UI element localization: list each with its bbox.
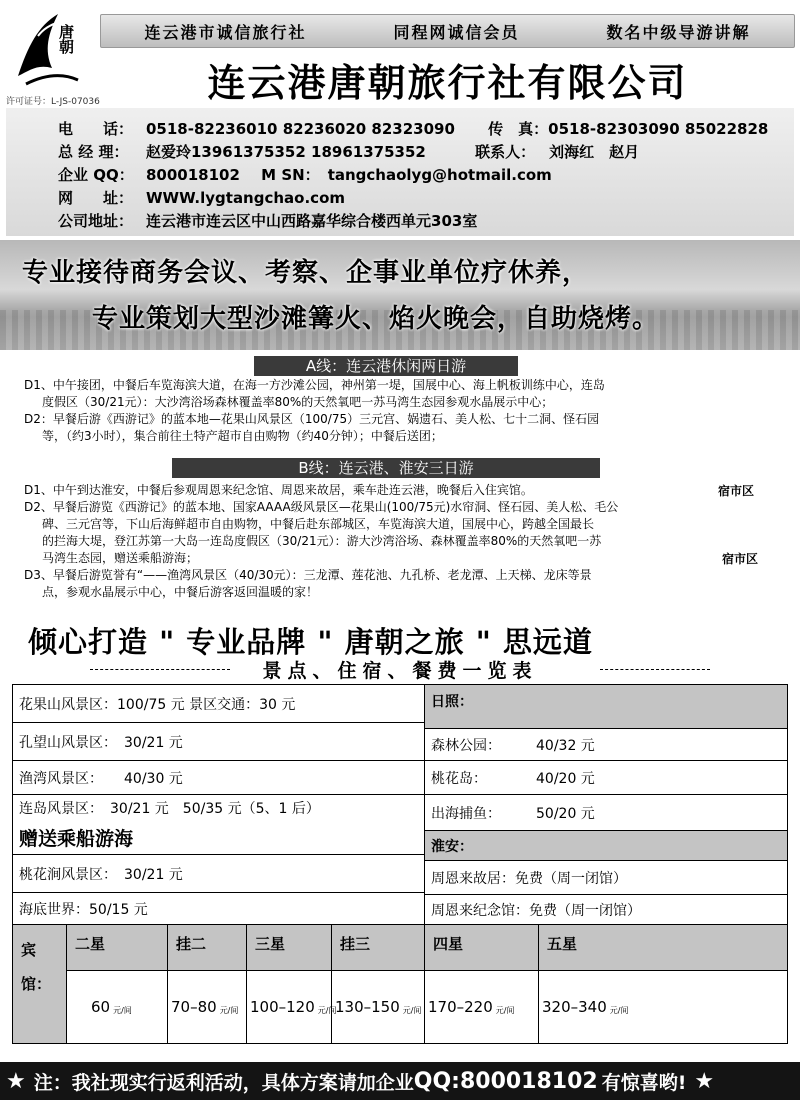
credential-tag: 数名中级导游讲解 [606,22,751,42]
route-b-day3: D3、早餐后游览誉有“——渔湾风景区（40/30元）：三龙潭、莲花池、九孔桥、老龙潭、上天梯、龙床等景 [24,568,592,582]
company-name: 连云港唐朝旅行社有限公司 [207,60,688,105]
license-number: 许可证号：L-JS-07036 [6,97,100,107]
contact-person-value: 刘海红 赵月 [549,143,640,161]
contact-row-address [58,210,477,231]
contact-box [6,108,794,236]
logo-text: 唐朝 [57,24,75,54]
contact-row-manager [58,141,639,162]
fax-value: 0518-82303090 85022828 [548,120,769,138]
web-label: 网 址： [58,189,134,207]
route-b-itinerary [24,482,776,601]
hotel-grade-header: 三星 [246,925,331,971]
overnight-note: 宿市区 [722,552,759,566]
credential-bar [100,14,795,48]
hotel-label: 宾 馆： [13,925,67,1043]
contact-row-web [58,187,345,208]
manager-label: 总 经 理： [58,143,129,161]
banner-line-1: 专业接待商务会议、考察、企事业单位疗休养， [22,258,590,288]
promo-tail: 有惊喜哟! [601,1071,687,1094]
manager-value: 赵爱玲13961375352 18961375352 [146,143,426,161]
attraction-ocean-world: 海底世界：50/15 元 [13,893,424,925]
price-table [12,684,788,1044]
web-value: WWW.lygtangchao.com [146,189,345,207]
hotel-price: 70–80 [171,998,217,1016]
hotel-price: 170–220 [428,998,493,1016]
attraction-taohuajian: 桃花涧风景区： 30/21 元 [13,855,424,893]
attraction-kongwangshan: 孔望山风景区： 30/21 元 [13,723,424,761]
service-banner [0,240,800,350]
credential-tag: 连云港市诚信旅行社 [144,22,307,42]
route-b-title: B线：连云港、淮安三日游 [172,458,600,478]
hotel-price-unit: 元/间 [219,1005,239,1015]
route-a-day2: D2：早餐后游《西游记》的蓝本地—花果山风景区（100/75）三元宫、娲遗石、美人松、七十二洞、怪石园 [24,412,600,426]
route-a-itinerary [24,377,776,445]
hotel-price-cell [538,971,787,1043]
attraction-sea-fishing: 出海捕鱼： 50/20 元 [425,795,787,831]
hotel-grade-header: 四星 [424,925,538,971]
table-title: 景点、住宿、餐费一览表 [262,660,538,682]
tel-value: 0518-82236010 82236020 82323090 [146,120,455,138]
region-rizhao: 日照： [425,685,787,729]
company-logo [8,6,92,92]
address-value: 连云港市连云区中山西路嘉华综合楼西单元303室 [146,212,478,230]
hotel-price-unit: 元/间 [317,1005,337,1015]
route-a-title: A线：连云港休闲两日游 [254,356,518,376]
hotel-price: 100–120 [250,998,315,1016]
hotel-price-cell [67,971,167,1043]
overnight-note: 宿市区 [718,484,755,498]
hotel-grade-header: 挂二 [167,925,246,971]
region-huaian: 淮安： [425,831,787,861]
hotel-price-cell [167,971,246,1043]
hotel-grade-header: 二星 [75,935,106,953]
route-b-day1: D1、中午到达淮安，中餐后参观周恩来纪念馆、周恩来故居，乘车赴连云港，晚餐后入住宾馆。 [24,483,533,497]
hotel-price-cell [331,971,424,1043]
hotel-price-unit: 元/间 [402,1005,422,1015]
footer-promo [0,1062,800,1100]
route-b-day2: D2、早餐后游览《西游记》的蓝本地、国家AAAA级风景区—花果山(100/75元)水帘洞、怪石园、美人松、毛公 [24,500,619,514]
hotel-grade-header: 五星 [538,925,787,971]
address-label: 公司地址： [58,212,134,230]
promo-qq: QQ:800018102 [413,1068,598,1094]
liandao-price: 连岛风景区： 30/21 元 50/35 元（5、1 后） [19,801,320,817]
hotel-price: 60 [91,998,111,1016]
hotel-grade-header: 挂三 [331,925,424,971]
attraction-taohuadao: 桃花岛： 40/20 元 [425,761,787,795]
promo-text: 注：我社现实行返利活动，具体方案请加企业 [33,1071,414,1094]
star-icon: ★ [6,1068,26,1094]
attraction-liandao [13,795,424,855]
attraction-zhou-residence: 周恩来故居：免费（周一闭馆） [425,861,787,895]
attraction-yuwan: 渔湾风景区： 40/30 元 [13,761,424,795]
hotel-price: 320–340 [542,998,607,1016]
hotel-price-unit: 元/间 [495,1005,515,1015]
route-b-day3-cont: 点，参观水晶展示中心，中餐后游客返回温暖的家！ [42,585,319,599]
attraction-zhou-memorial: 周恩来纪念馆：免费（周一闭馆） [425,895,787,925]
route-a-day1: D1、中午接团，中餐后车览海滨大道，在海一方沙滩公园，神州第一堤，国展中心、海上帆板训练中心，连岛 [24,378,605,392]
fax-label: 传 真： [488,120,549,138]
attraction-forest-park: 森林公园： 40/32 元 [425,729,787,761]
free-boat-tour: 赠送乘船游海 [19,828,134,850]
star-icon: ★ [694,1068,715,1094]
hotel-price: 130–150 [335,998,400,1016]
hotel-price-unit: 元/间 [609,1005,629,1015]
tel-label: 电 话： [58,120,134,138]
msn-label: M SN： [261,166,320,184]
hotel-price-cell [246,971,337,1043]
qq-value: 800018102 [146,166,240,184]
route-a-day2-cont: 等，（约3小时），集合前往土特产超市自由购物（约40分钟）；中餐后送团； [42,429,443,443]
contact-row-qq [58,164,552,185]
contact-row-tel [58,118,768,139]
attraction-huaguoshan: 花果山风景区：100/75 元 景区交通：30 元 [13,685,424,723]
route-b-day2-cont: 碑、三元宫等，下山后海鲜超市自由购物，中餐后赴东部城区，车览海滨大道，国展中心，跨越全国最长 [42,517,595,531]
route-b-day2-cont: 马湾生态园，赠送乘船游海； [42,551,199,565]
contact-person-label: 联系人： [475,143,536,161]
msn-value: tangchaolyg@hotmail.com [327,166,552,184]
banner-line-2: 专业策划大型沙滩篝火、焰火晚会，自助烧烤。 [92,304,660,334]
route-b-day2-cont: 的拦海大堤，登江苏第一大岛一连岛度假区（30/21元）：游大沙湾浴场、森林覆盖率80%的天然氧吧一苏 [42,534,602,548]
qq-label: 企业 QQ： [58,166,134,184]
credential-tag: 同程网诚信会员 [393,22,520,42]
hotel-price-unit: 元/间 [113,1005,132,1015]
hotel-price-cell [424,971,538,1043]
slogan: 倾心打造 " 专业品牌 " 唐朝之旅 " 思远道 [28,625,593,659]
route-a-day1-cont: 度假区（30/21元）：大沙湾浴场森林覆盖率80%的天然氧吧一苏马湾生态园参观水晶展示中心； [42,395,554,409]
